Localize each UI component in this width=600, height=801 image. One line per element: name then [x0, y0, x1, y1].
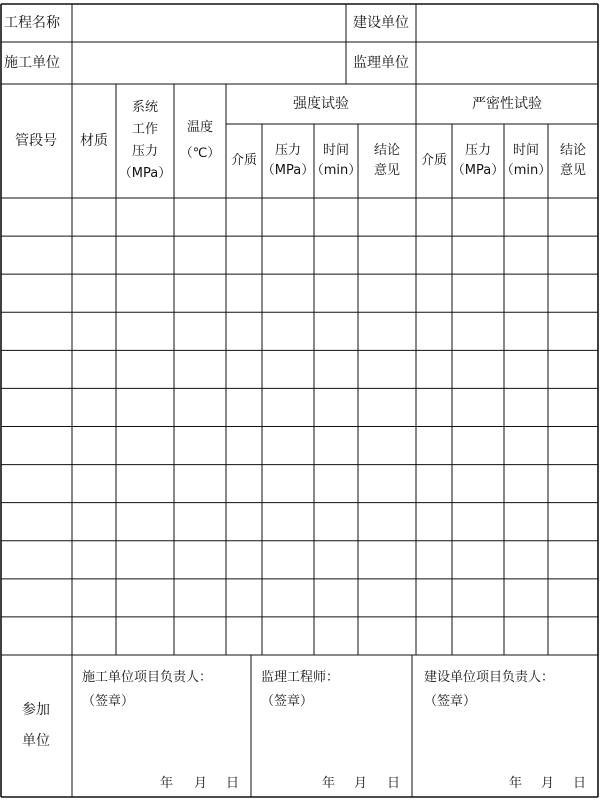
table-cell[interactable] [548, 465, 598, 503]
table-cell[interactable] [358, 236, 416, 274]
table-cell[interactable] [116, 503, 174, 541]
time-unit: （min） [310, 163, 362, 178]
table-cell[interactable] [416, 465, 452, 503]
table-cell[interactable] [226, 503, 262, 541]
participants-line: 单位 [22, 733, 50, 749]
table-cell[interactable] [548, 541, 598, 579]
table-cell[interactable] [358, 274, 416, 312]
table-cell[interactable] [226, 617, 262, 655]
table-cell[interactable] [262, 274, 314, 312]
builder-sig-title: 施工单位项目负责人： [82, 670, 213, 685]
table-cell[interactable] [116, 198, 174, 236]
table-cell[interactable] [416, 579, 452, 617]
supervisor-date-year: 年 [322, 776, 336, 791]
table-cell[interactable] [314, 503, 358, 541]
table-cell[interactable] [0, 236, 72, 274]
table-cell[interactable] [72, 465, 116, 503]
table-cell[interactable] [314, 427, 358, 465]
table-cell[interactable] [262, 388, 314, 426]
table-cell[interactable] [452, 579, 504, 617]
table-cell[interactable] [358, 427, 416, 465]
table-cell[interactable] [504, 274, 548, 312]
participants-line: 参加 [22, 702, 50, 719]
participants-label [0, 655, 72, 797]
table-cell[interactable] [416, 617, 452, 655]
owner-date-day: 日 [573, 776, 587, 791]
table-cell[interactable] [314, 465, 358, 503]
table-cell[interactable] [116, 541, 174, 579]
table-cell[interactable] [72, 427, 116, 465]
table-cell[interactable] [226, 312, 262, 350]
table-cell[interactable] [0, 617, 72, 655]
tightness-medium-header: 介质 [420, 152, 447, 168]
temperature-label: 温度 [186, 120, 213, 135]
builder-date-year: 年 [160, 776, 174, 791]
table-cell[interactable] [504, 579, 548, 617]
table-cell[interactable] [452, 236, 504, 274]
table-cell[interactable] [452, 274, 504, 312]
strength-time-header [310, 124, 362, 198]
supervisor-date-day: 日 [387, 776, 401, 791]
owner-sig-seal[interactable]: （签章） [424, 694, 477, 709]
col-header-pipe-section: 管段号 [15, 132, 57, 149]
table-cell[interactable] [314, 236, 358, 274]
table-cell[interactable] [314, 312, 358, 350]
table-cell[interactable] [504, 503, 548, 541]
table-cell[interactable] [452, 198, 504, 236]
conclusion-line: 意见 [559, 163, 586, 178]
table-cell[interactable] [314, 617, 358, 655]
table-cell[interactable] [416, 427, 452, 465]
table-cell[interactable] [452, 427, 504, 465]
time-label: 时间 [512, 142, 539, 158]
table-cell[interactable] [174, 274, 226, 312]
owner-sig-title: 建设单位项目负责人： [424, 670, 555, 685]
table-cell[interactable] [116, 312, 174, 350]
table-cell[interactable] [0, 465, 72, 503]
table-cell[interactable] [226, 350, 262, 388]
table-cell[interactable] [262, 350, 314, 388]
table-cell[interactable] [226, 274, 262, 312]
table-cell[interactable] [358, 350, 416, 388]
table-cell[interactable] [174, 236, 226, 274]
table-cell[interactable] [0, 579, 72, 617]
table-cell[interactable] [452, 312, 504, 350]
table-cell[interactable] [416, 350, 452, 388]
builder-date-month: 月 [194, 776, 208, 791]
table-cell[interactable] [72, 198, 116, 236]
builder-value[interactable] [72, 42, 346, 84]
table-cell[interactable] [72, 312, 116, 350]
table-cell[interactable] [226, 388, 262, 426]
table-cell[interactable] [358, 503, 416, 541]
table-cell[interactable] [174, 579, 226, 617]
owner-date-year: 年 [509, 776, 523, 791]
table-cell[interactable] [0, 198, 72, 236]
pressure-label: 压力 [274, 142, 301, 158]
table-cell[interactable] [262, 617, 314, 655]
table-cell[interactable] [262, 236, 314, 274]
conclusion-line: 结论 [559, 142, 586, 158]
table-cell[interactable] [548, 579, 598, 617]
table-cell[interactable] [416, 236, 452, 274]
tightness-time-header [500, 124, 552, 198]
table-cell[interactable] [72, 236, 116, 274]
time-label: 时间 [322, 142, 349, 158]
table-cell[interactable] [116, 350, 174, 388]
table-cell[interactable] [452, 388, 504, 426]
conclusion-line: 意见 [373, 163, 400, 178]
table-cell[interactable] [226, 236, 262, 274]
table-cell[interactable] [548, 350, 598, 388]
table-cell[interactable] [72, 274, 116, 312]
table-cell[interactable] [72, 350, 116, 388]
table-cell[interactable] [416, 198, 452, 236]
table-cell[interactable] [314, 541, 358, 579]
table-cell[interactable] [358, 579, 416, 617]
table-cell[interactable] [452, 503, 504, 541]
table-cell[interactable] [174, 541, 226, 579]
supervisor-sig-title: 监理工程师： [261, 670, 340, 685]
table-cell[interactable] [116, 274, 174, 312]
tightness-conclusion-header [548, 124, 598, 198]
table-cell[interactable] [262, 427, 314, 465]
project-name-label: 工程名称 [4, 14, 60, 31]
strength-conclusion-header [358, 124, 416, 198]
table-cell[interactable] [0, 350, 72, 388]
table-cell[interactable] [314, 198, 358, 236]
working-pressure-line: 系统 [131, 99, 158, 115]
table-cell[interactable] [174, 388, 226, 426]
supervisor-date-month: 月 [354, 776, 368, 791]
construction-owner-label: 建设单位 [353, 14, 409, 31]
table-cell[interactable] [174, 312, 226, 350]
pressure-unit: （MPa） [451, 163, 505, 178]
col-header-working-pressure [116, 84, 174, 198]
table-cell[interactable] [226, 198, 262, 236]
table-cell[interactable] [548, 617, 598, 655]
table-cell[interactable] [416, 274, 452, 312]
table-cell[interactable] [358, 388, 416, 426]
table-cell[interactable] [548, 236, 598, 274]
table-cell[interactable] [548, 274, 598, 312]
col-header-temperature [174, 84, 226, 198]
table-cell[interactable] [548, 427, 598, 465]
table-cell[interactable] [504, 350, 548, 388]
table-cell[interactable] [452, 465, 504, 503]
strength-medium-header: 介质 [230, 152, 257, 168]
table-cell[interactable] [226, 579, 262, 617]
table-cell[interactable] [262, 312, 314, 350]
col-header-strength-test: 强度试验 [293, 95, 349, 112]
table-cell[interactable] [416, 388, 452, 426]
table-cell[interactable] [548, 312, 598, 350]
col-header-material: 材质 [80, 132, 108, 149]
table-cell[interactable] [358, 312, 416, 350]
table-cell[interactable] [174, 427, 226, 465]
table-cell[interactable] [452, 617, 504, 655]
table-cell[interactable] [358, 198, 416, 236]
table-cell[interactable] [358, 617, 416, 655]
table-cell[interactable] [0, 388, 72, 426]
table-cell[interactable] [116, 465, 174, 503]
builder-label: 施工单位 [4, 54, 60, 71]
conclusion-line: 结论 [373, 142, 400, 158]
temperature-unit: （℃） [179, 146, 221, 161]
pressure-unit: （MPa） [261, 163, 315, 178]
table-cell[interactable] [0, 312, 72, 350]
table-cell[interactable] [504, 236, 548, 274]
table-cell[interactable] [548, 388, 598, 426]
time-unit: （min） [500, 163, 552, 178]
table-cell[interactable] [116, 236, 174, 274]
table-cell[interactable] [504, 312, 548, 350]
table-cell[interactable] [116, 427, 174, 465]
table-cell[interactable] [504, 617, 548, 655]
table-cell[interactable] [504, 465, 548, 503]
table-cell[interactable] [72, 541, 116, 579]
table-cell[interactable] [504, 198, 548, 236]
table-cell[interactable] [0, 541, 72, 579]
working-pressure-unit: （MPa） [118, 166, 172, 182]
table-cell[interactable] [72, 503, 116, 541]
table-cell[interactable] [174, 465, 226, 503]
project-name-value[interactable] [72, 4, 346, 42]
table-cell[interactable] [262, 465, 314, 503]
table-cell[interactable] [174, 503, 226, 541]
table-cell[interactable] [416, 503, 452, 541]
supervisor-label: 监理单位 [353, 54, 409, 71]
table-cell[interactable] [174, 198, 226, 236]
table-cell[interactable] [416, 541, 452, 579]
table-cell[interactable] [358, 541, 416, 579]
table-cell[interactable] [174, 350, 226, 388]
table-cell[interactable] [314, 388, 358, 426]
table-cell[interactable] [72, 388, 116, 426]
table-cell[interactable] [116, 579, 174, 617]
table-cell[interactable] [548, 503, 598, 541]
table-cell[interactable] [72, 617, 116, 655]
table-cell[interactable] [116, 388, 174, 426]
table-cell[interactable] [262, 579, 314, 617]
table-cell[interactable] [226, 541, 262, 579]
table-cell[interactable] [358, 465, 416, 503]
table-cell[interactable] [504, 388, 548, 426]
owner-date-month: 月 [541, 776, 555, 791]
table-cell[interactable] [72, 579, 116, 617]
table-cell[interactable] [416, 312, 452, 350]
table-cell[interactable] [174, 617, 226, 655]
table-cell[interactable] [452, 350, 504, 388]
table-cell[interactable] [504, 541, 548, 579]
table-cell[interactable] [116, 617, 174, 655]
col-header-tightness-test: 严密性试验 [472, 95, 542, 112]
table-cell[interactable] [314, 579, 358, 617]
table-cell[interactable] [262, 198, 314, 236]
table-cell[interactable] [314, 350, 358, 388]
tightness-pressure-header [452, 124, 504, 198]
working-pressure-line: 工作 [131, 121, 158, 137]
table-cell[interactable] [0, 274, 72, 312]
table-cell[interactable] [226, 427, 262, 465]
table-cell[interactable] [548, 198, 598, 236]
table-cell[interactable] [504, 427, 548, 465]
strength-pressure-header [262, 124, 314, 198]
construction-owner-value[interactable] [416, 4, 598, 42]
pressure-label: 压力 [464, 142, 491, 158]
builder-date-day: 日 [226, 776, 240, 791]
builder-sig-seal[interactable]: （签章） [82, 694, 135, 709]
table-cell[interactable] [226, 465, 262, 503]
working-pressure-line: 压力 [131, 144, 158, 159]
supervisor-value[interactable] [416, 42, 598, 84]
supervisor-sig-seal[interactable]: （签章） [261, 694, 314, 709]
table-cell[interactable] [452, 541, 504, 579]
table-cell[interactable] [0, 427, 72, 465]
table-cell[interactable] [314, 274, 358, 312]
table-cell[interactable] [262, 503, 314, 541]
table-cell[interactable] [262, 541, 314, 579]
table-cell[interactable] [0, 503, 72, 541]
